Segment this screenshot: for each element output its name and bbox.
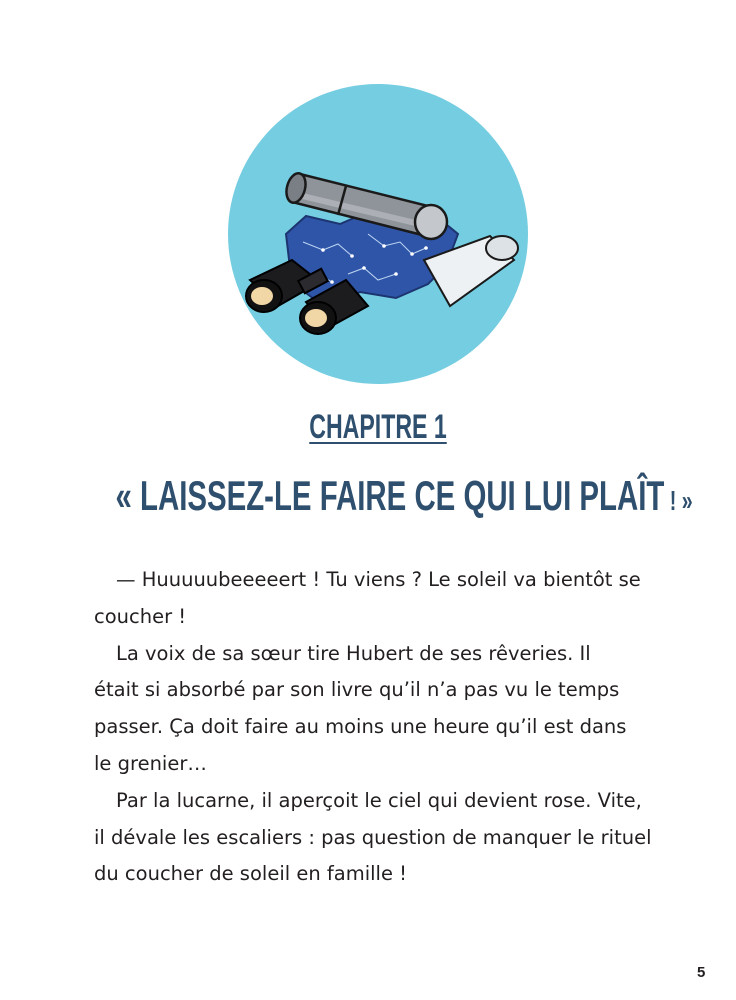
text-line: coucher !: [94, 604, 187, 628]
chapter-illustration-icon: [228, 84, 528, 384]
chapter-number-text: CHAPITRE 1: [309, 408, 447, 446]
chapter-number: [121, 408, 635, 447]
text-line: — Huuuuubeeeeert ! Tu viens ? Le soleil va bientôt se: [116, 568, 641, 591]
chapter-title-main: « LAISSEZ-LE FAIRE CE QUI LUI PLAÎT: [115, 472, 665, 519]
chapter-title-end: ! »: [664, 485, 693, 516]
text-line: Par la lucarne, il aperçoit le ciel qui devient rose. Vite,: [116, 788, 642, 812]
body-text: [94, 562, 666, 893]
page-number: 5: [697, 964, 706, 981]
text-line: du coucher de soleil en famille !: [94, 862, 407, 886]
text-line: le grenier…: [94, 751, 207, 775]
text-line: La voix de sa sœur tire Hubert de ses rêveries. Il: [116, 641, 591, 665]
text-line: était si absorbé par son livre qu’il n’a pas vu le temps: [94, 678, 620, 702]
text-line: passer. Ça doit faire au moins une heure qu’il est dans: [94, 715, 627, 739]
text-line: il dévale les escaliers : pas question de manquer le rituel: [94, 825, 652, 849]
chapter-title: [115, 472, 693, 520]
